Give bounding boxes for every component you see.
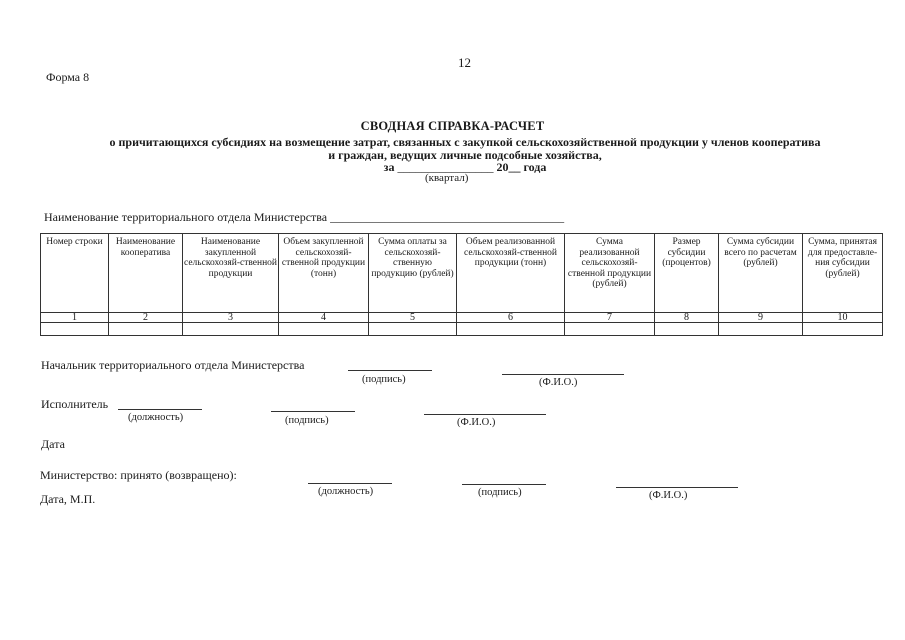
period-year: 20__ года bbox=[496, 160, 547, 174]
table-cell[interactable] bbox=[655, 323, 719, 336]
ministry-fio-caption: (Ф.И.О.) bbox=[649, 490, 688, 501]
column-header: Сумма оплаты за сельскохозяй-ственную продукцию (рублей) bbox=[369, 234, 457, 313]
document-title: СВОДНАЯ СПРАВКА-РАСЧЕТ bbox=[360, 119, 545, 133]
column-number: 5 bbox=[369, 313, 457, 323]
column-header: Номер строки bbox=[41, 234, 109, 313]
table-cell[interactable] bbox=[109, 323, 183, 336]
table-row bbox=[41, 323, 883, 336]
column-number: 7 bbox=[565, 313, 655, 323]
department-line bbox=[44, 210, 564, 225]
executor-signature-line[interactable] bbox=[271, 411, 355, 412]
column-header: Сумма, принятая для предоставле-ния субсидии (рублей) bbox=[803, 234, 883, 313]
date-stamp-label: Дата, М.П. bbox=[40, 492, 96, 506]
column-header: Наименование кооператива bbox=[109, 234, 183, 313]
period-quarter-caption: (квартал) bbox=[425, 172, 469, 184]
subsidy-table bbox=[40, 233, 883, 336]
table-cell[interactable] bbox=[565, 323, 655, 336]
chief-signature-line[interactable] bbox=[348, 370, 432, 371]
document-subtitle-line-2: и граждан, ведущих личные подсобные хозяйства, bbox=[328, 148, 602, 162]
column-number: 9 bbox=[719, 313, 803, 323]
executor-fio-line[interactable] bbox=[424, 414, 546, 415]
table-cell[interactable] bbox=[183, 323, 279, 336]
executor-signature-caption: (подпись) bbox=[285, 415, 329, 426]
column-number: 2 bbox=[109, 313, 183, 323]
period-prefix: за bbox=[383, 160, 395, 174]
form-number-label: Форма 8 bbox=[46, 70, 90, 84]
ministry-label: Министерство: принято (возвращено): bbox=[40, 468, 237, 482]
ministry-fio-line[interactable] bbox=[616, 487, 738, 488]
chief-fio-caption: (Ф.И.О.) bbox=[539, 377, 578, 388]
column-number: 8 bbox=[655, 313, 719, 323]
table-cell[interactable] bbox=[41, 323, 109, 336]
table-column-number-row bbox=[41, 313, 883, 323]
department-label: Наименование территориального отдела Министерства bbox=[44, 210, 328, 224]
column-header: Сумма субсидии всего по расчетам (рублей) bbox=[719, 234, 803, 313]
period-quarter-blank[interactable]: ________________ bbox=[397, 160, 494, 174]
table-header-row bbox=[41, 234, 883, 313]
column-header: Объем закупленной сельскохозяй-ственной продукции (тонн) bbox=[279, 234, 369, 313]
executor-fio-caption: (Ф.И.О.) bbox=[457, 417, 496, 428]
column-number: 6 bbox=[457, 313, 565, 323]
table-cell[interactable] bbox=[457, 323, 565, 336]
column-number: 1 bbox=[41, 313, 109, 323]
department-name-blank[interactable]: _______________________________________ bbox=[330, 210, 565, 224]
column-number: 4 bbox=[279, 313, 369, 323]
table-cell[interactable] bbox=[803, 323, 883, 336]
chief-signature-caption: (подпись) bbox=[362, 374, 406, 385]
column-header: Наименование закупленной сельскохозяй-ственной продукции bbox=[183, 234, 279, 313]
column-number: 10 bbox=[803, 313, 883, 323]
ministry-signature-line[interactable] bbox=[462, 484, 546, 485]
date-label: Дата bbox=[41, 437, 65, 451]
page-number: 12 bbox=[458, 55, 471, 70]
table-cell[interactable] bbox=[279, 323, 369, 336]
ministry-position-line[interactable] bbox=[308, 483, 392, 484]
column-header: Объем реализованной сельскохозяй-ственной продукции (тонн) bbox=[457, 234, 565, 313]
table-cell[interactable] bbox=[719, 323, 803, 336]
ministry-signature-caption: (подпись) bbox=[478, 487, 522, 498]
ministry-position-caption: (должность) bbox=[318, 486, 374, 497]
executor-position-line[interactable] bbox=[118, 409, 202, 410]
executor-position-caption: (должность) bbox=[128, 412, 184, 423]
column-header: Сумма реализованной сельскохозяй-ственной продукции (рублей) bbox=[565, 234, 655, 313]
table-cell[interactable] bbox=[369, 323, 457, 336]
executor-label: Исполнитель bbox=[41, 397, 109, 411]
column-header: Размер субсидии (процентов) bbox=[655, 234, 719, 313]
document-subtitle-line-1: о причитающихся субсидиях на возмещение затрат, связанных с закупкой сельскохозяйственной продукции у членов кооператива bbox=[109, 135, 821, 149]
chief-fio-line[interactable] bbox=[502, 374, 624, 375]
chief-label: Начальник территориального отдела Министерства bbox=[41, 358, 305, 372]
column-number: 3 bbox=[183, 313, 279, 323]
